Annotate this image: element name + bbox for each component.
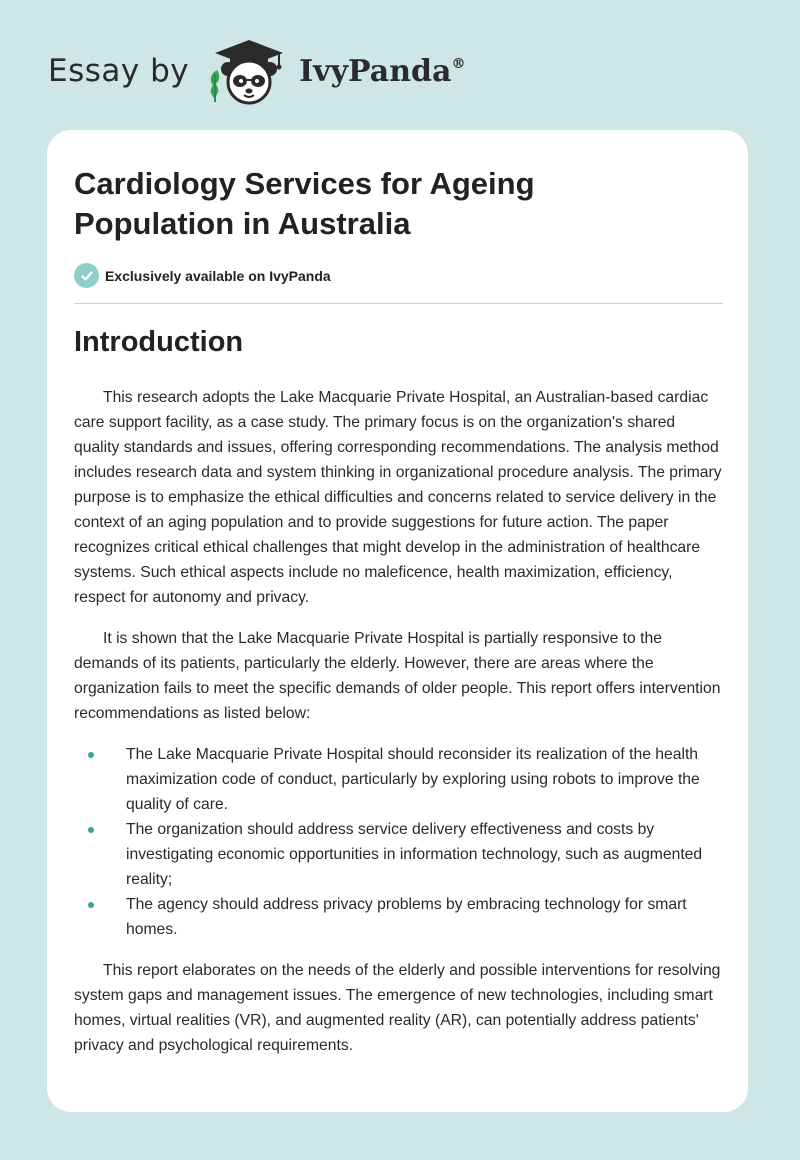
list-item: The Lake Macquarie Private Hospital should reconsider its realization of the health maximization code of conduct, particularly by exploring using robots to improve the quality of care. (74, 742, 724, 817)
bullet-icon (88, 752, 94, 758)
registered-mark: ® (451, 55, 466, 72)
bullet-icon (88, 827, 94, 833)
page-title: Cardiology Services for Ageing Population in Australia (74, 166, 535, 241)
paragraph: It is shown that the Lake Macquarie Private Hospital is partially responsive to the demands of its patients, particularly the elderly. However, there are areas where the organization fails to meet the specific demands of older people. This report offers intervention recommendations as listed below: (74, 630, 721, 722)
section-heading: Introduction (74, 326, 244, 358)
list-item: The agency should address privacy problems by embracing technology for smart homes. (74, 892, 724, 942)
exclusive-label: Exclusively available on IvyPanda (105, 267, 331, 284)
list-item: The organization should address service delivery effectiveness and costs by investigating economic opportunities in information technology, such as augmented reality; (74, 817, 724, 892)
paragraph: This report elaborates on the needs of the elderly and possible interventions for resolving system gaps and management issues. The emergence of new technologies, including smart homes, virtual realities (VR), and augmented reality (AR), can potentially address patients' privacy and psychological requirements. (74, 962, 721, 1054)
article-body (74, 385, 724, 1074)
panda-graduate-icon[interactable] (203, 36, 295, 106)
bullet-icon (88, 902, 94, 908)
essay-card (47, 130, 748, 1112)
site-header (48, 36, 465, 106)
exclusive-badge (74, 263, 331, 288)
recommendation-list (74, 742, 724, 942)
paragraph: This research adopts the Lake Macquarie Private Hospital, an Australian-based cardiac care support facility, as a case study. The primary focus is on the organization's shared quality standards and issues, offering corresponding recommendations. The analysis method includes research data and system thinking in organizational procedure analysis. The primary purpose is to emphasize the ethical difficulties and concerns related to service delivery in the context of an aging population and to provide suggestions for future action. The paper recognizes critical ethical challenges that might develop in the administration of healthcare systems. Such ethical aspects include no maleficence, health maximization, efficiency, respect for autonomy and privacy. (74, 389, 722, 606)
brand-name[interactable]: IvyPanda® (299, 53, 466, 89)
essay-by-label: Essay by (48, 53, 190, 89)
check-icon (74, 263, 99, 288)
divider (74, 303, 723, 304)
